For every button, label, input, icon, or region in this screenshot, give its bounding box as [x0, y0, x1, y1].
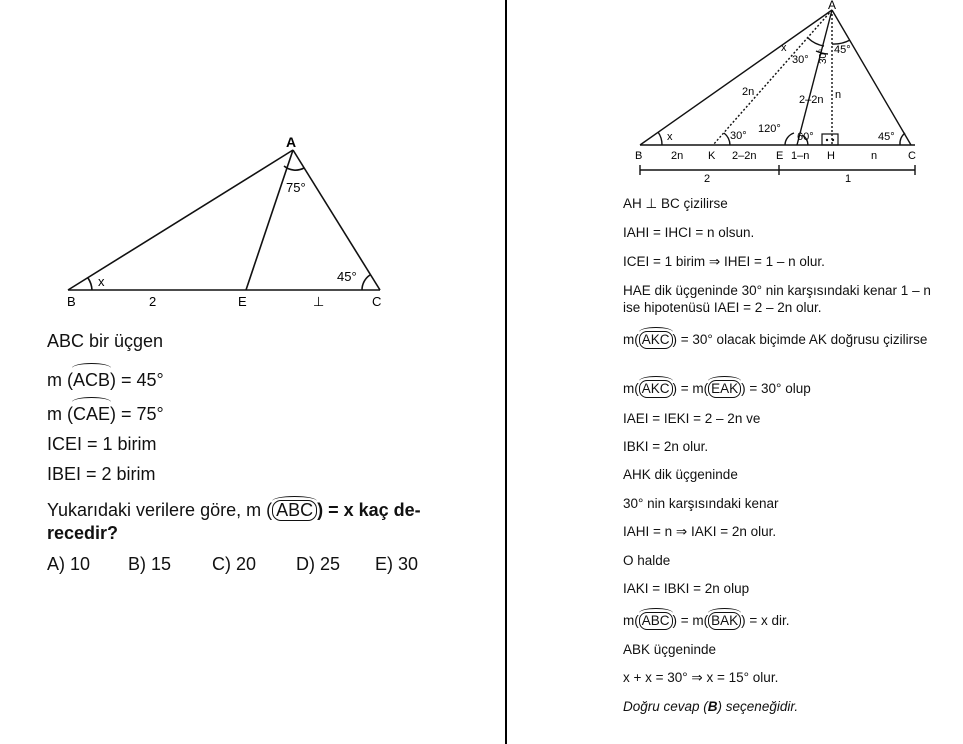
sol-line-10: 30° nin karşısındaki kenar — [623, 496, 779, 511]
sol-line-6: m( AKC ) = m( EAK ) = 30° olup — [623, 381, 811, 396]
sol-45-C: 45° — [878, 131, 895, 143]
option-b: B) 15 — [128, 554, 172, 574]
label-angle-A: 75° — [286, 180, 306, 195]
sol-arc-B — [658, 132, 662, 145]
sol-label-A: A — [828, 0, 837, 12]
sol-arc-AKC-2: AKC — [639, 380, 673, 398]
side-BA — [68, 150, 293, 290]
sol-line-9: AHK dik üçgeninde — [623, 467, 738, 482]
sol-arc-BAK: BAK — [708, 612, 741, 630]
solution-figure — [510, 0, 963, 190]
q-line-5: IBEI = 2 birim — [47, 464, 156, 484]
sol-label-E: E — [776, 150, 784, 162]
question-figure — [0, 0, 500, 320]
sol-total-BE: 2 — [704, 173, 711, 185]
sol-60: 60° — [797, 131, 814, 143]
sol-x-A: x — [781, 42, 787, 54]
sol-seg-KE: 2–2n — [732, 150, 757, 162]
sol-arc-AKC: AKC — [639, 331, 673, 349]
sol-line-13: IAKI = IBKI = 2n olup — [623, 581, 750, 596]
option-c: C) 20 — [212, 554, 257, 574]
sol-label-B: B — [635, 150, 643, 162]
sol-line-1: AH ⊥ BC çizilirse — [623, 196, 728, 211]
q-line-3: m (CAE) = 75° — [47, 404, 164, 424]
label-B: B — [67, 294, 76, 309]
sol-seg-EH: 1–n — [791, 150, 810, 162]
sol-line-15: ABK üçgeninde — [623, 642, 717, 657]
sol-2-2n-AE: 2–2n — [799, 94, 824, 106]
sol-45-A: 45° — [834, 44, 851, 56]
sol-seg-HC: n — [871, 150, 878, 162]
q-line-1: ABC bir üçgen — [47, 331, 164, 351]
page-divider — [505, 0, 507, 744]
arc-CAE: CAE — [73, 404, 111, 424]
sol-line-4: HAE dik üçgeninde 30° nin karşısındaki kenar 1 – n ise hipotenüsü IAEI = 2 – 2n olur. — [623, 283, 931, 315]
sol-answer: Doğru cevap (B) seçeneğidir. — [623, 699, 799, 714]
sol-30-vertical: 30° — [818, 48, 829, 64]
label-E: E — [238, 294, 247, 309]
arc-ABC: ABC — [272, 500, 317, 521]
sol-arc-ABC: ABC — [639, 612, 673, 630]
sol-line-8: IBKI = 2n olur. — [623, 439, 709, 454]
label-A: A — [286, 134, 297, 150]
option-d: D) 25 — [296, 554, 341, 574]
q-question-2: recedir? — [47, 523, 119, 543]
sol-seg-BK: 2n — [671, 150, 684, 162]
sol-arc-EAK: EAK — [708, 380, 741, 398]
sol-label-C: C — [908, 150, 916, 162]
sol-120: 120° — [758, 123, 781, 135]
sol-BA — [640, 10, 832, 145]
option-a: A) 10 — [47, 554, 91, 574]
angle-arc-C — [362, 275, 370, 290]
sol-line-7: IAEI = IEKI = 2 – 2n ve — [623, 411, 761, 426]
option-e: E) 30 — [375, 554, 419, 574]
sol-x-B: x — [667, 131, 673, 143]
sol-arc-E-left — [785, 133, 794, 145]
sol-label-K: K — [708, 150, 716, 162]
sol-line-5: m( AKC ) = 30° olacak biçimde AK doğrusu çizilirse — [623, 332, 928, 347]
sol-line-12: O halde — [623, 553, 671, 568]
sol-label-H: H — [827, 150, 835, 162]
sol-n-AH: n — [835, 89, 842, 101]
sol-30-A: 30° — [792, 54, 809, 66]
sol-line-11: IAHI = n ⇒ IAKI = 2n olur. — [623, 524, 777, 539]
right-angle-box — [822, 134, 838, 145]
label-perp: ⊥ — [313, 294, 325, 309]
sol-line-16: x + x = 30° ⇒ x = 15° olur. — [623, 670, 779, 685]
arc-ACB: ACB — [73, 370, 111, 390]
label-C: C — [372, 294, 382, 309]
sol-30-K: 30° — [730, 130, 747, 142]
sol-total-EC: 1 — [845, 173, 852, 185]
sol-line-3: ICEI = 1 birim ⇒ IHEI = 1 – n olur. — [623, 254, 825, 269]
segment-AE — [246, 150, 293, 290]
sol-line-14: m( ABC ) = m( BAK ) = x dir. — [623, 613, 790, 628]
q-line-4: ICEI = 1 birim — [47, 434, 157, 454]
angle-arc-B — [88, 278, 92, 290]
sol-2n-AK: 2n — [742, 86, 755, 98]
label-BE: 2 — [149, 294, 157, 309]
q-question: Yukarıdaki verilere göre, m ( ABC ) = x kaç de- — [47, 500, 421, 520]
label-x: x — [98, 274, 105, 289]
label-angle-C: 45° — [337, 269, 357, 284]
sol-line-2: IAHI = IHCI = n olsun. — [623, 225, 755, 240]
q-line-2: m (ACB) = 45° — [47, 370, 164, 390]
sol-AC — [832, 10, 911, 145]
sol-arc-A-x — [808, 38, 824, 46]
